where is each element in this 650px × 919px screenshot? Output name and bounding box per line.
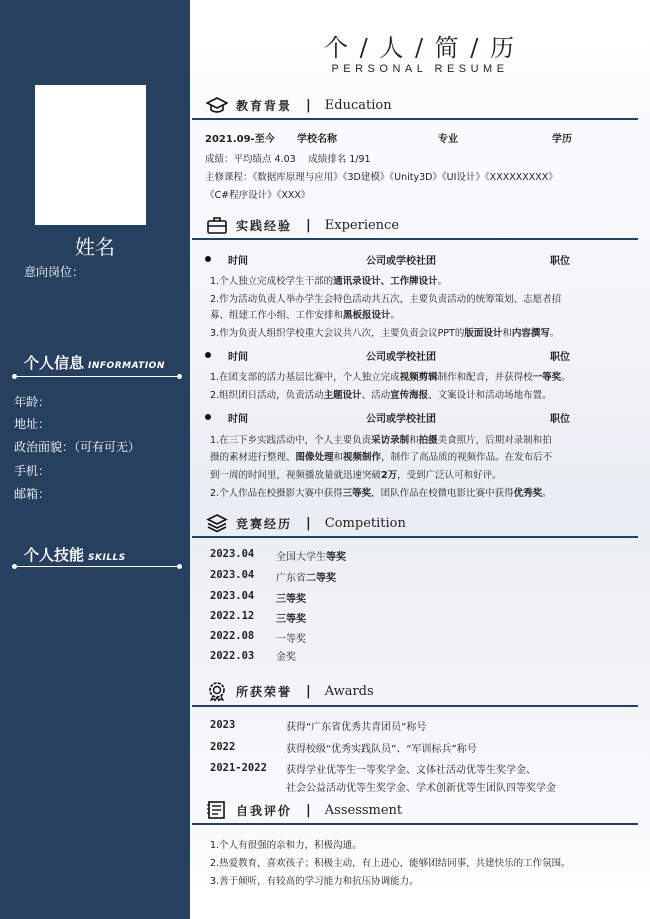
comp-item: 三等奖 xyxy=(276,614,306,625)
info-email: 邮箱： xyxy=(14,487,51,501)
comp-date: 2022.03 xyxy=(210,650,255,662)
graduation-cap-icon xyxy=(206,95,228,115)
competition-heading: 竞赛经历 | Competition xyxy=(206,512,406,534)
comp-item: 广东省二等奖 xyxy=(276,573,336,584)
edu-school: 学校名称 xyxy=(297,134,337,145)
skills-divider xyxy=(14,566,180,567)
exp2-role: 职位 xyxy=(550,352,570,363)
competition-divider xyxy=(192,536,638,538)
education-divider xyxy=(192,118,638,120)
comp-date: 2023.04 xyxy=(210,548,255,560)
candidate-name: 姓名 xyxy=(75,235,115,259)
exp1-line4: 3.作为负责人组织学校重大会议共八次，主要负责会议PPT的版面设计和内容撰写。 xyxy=(210,328,560,339)
assessment-line: 1.个人有很强的亲和力，积极沟通。 xyxy=(210,840,362,851)
sidebar xyxy=(0,0,190,919)
award-item: 获得校级“优秀实践队员”、“军训标兵”称号 xyxy=(286,744,477,755)
award-item-extra: 社会公益活动优等生奖学金、学术创新优等生团队四等奖学金 xyxy=(286,783,556,794)
experience-divider xyxy=(192,238,638,240)
edu-courses-1: 主修课程：《数据库原理与应用》《3D建模》《Unity3D》《UI设计》《XXXXXXXXX》 xyxy=(205,172,558,183)
bullet xyxy=(205,256,211,262)
exp2-org: 公司或学校社团 xyxy=(366,352,436,363)
info-age: 年龄： xyxy=(14,395,51,409)
exp1-line1: 1.个人独立完成校学生干部的通讯录设计、工作牌设计。 xyxy=(210,276,448,287)
edu-degree: 学历 xyxy=(552,134,572,145)
photo-placeholder xyxy=(35,85,146,225)
comp-date: 2023.04 xyxy=(210,569,255,581)
exp3-line3: 到一周的时间里，视频播放量就迅速突破2万，受到广泛认可和好评。 xyxy=(210,470,502,481)
info-heading: 个人信息 INFORMATION xyxy=(24,354,165,372)
exp2-time: 时间 xyxy=(228,352,248,363)
bullet xyxy=(205,352,211,358)
comp-item: 三等奖 xyxy=(276,594,306,605)
comp-date: 2022.12 xyxy=(210,610,255,622)
exp3-line2: 摄的素材进行整理、图像处理和视频制作，制作了高品质的视频作品。在发布后不 xyxy=(210,452,553,463)
page-subtitle: PERSONAL RESUME xyxy=(331,63,509,75)
comp-date: 2022.08 xyxy=(210,630,255,642)
info-address: 地址： xyxy=(14,417,51,431)
exp2-line1: 1.在团支部的活力基层比赛中，个人独立完成视频剪辑制作和配音，并获得校一等奖。 xyxy=(210,372,571,383)
awards-heading: 所获荣誉 | Awards xyxy=(206,680,374,702)
intended-position: 意向岗位： xyxy=(24,265,85,279)
award-item: 获得学业优等生一等奖学金、文体社活动优等生奖学金、 xyxy=(286,765,536,776)
assessment-heading: 自我评价 | Assessment xyxy=(206,799,402,821)
comp-item: 金奖 xyxy=(276,652,296,663)
exp1-org: 公司或学校社团 xyxy=(366,256,436,267)
exp1-role: 职位 xyxy=(550,256,570,267)
award-date: 2022 xyxy=(210,741,236,753)
exp3-time: 时间 xyxy=(228,414,248,425)
award-date: 2021-2022 xyxy=(210,762,267,774)
info-divider xyxy=(14,376,180,377)
exp1-line3: 募、组建工作小组、工作安排和黑板报设计。 xyxy=(210,310,401,321)
edu-major: 专业 xyxy=(438,134,458,145)
exp2-line2: 2.组织团日活动，负责活动主题设计、活动宣传海报、文案设计和活动场地布置。 xyxy=(210,390,552,401)
skills-heading: 个人技能 SKILLS xyxy=(24,546,126,564)
assessment-divider xyxy=(192,823,638,825)
info-political: 政治面貌：（可有可无） xyxy=(14,440,141,454)
assessment-line: 3.善于倾听，有较高的学习能力和抗压协调能力。 xyxy=(210,876,419,887)
exp3-line1: 1.在三下乡实践活动中，个人主要负责采访录制和拍摄美食照片，后期对录制和拍 xyxy=(210,435,552,446)
briefcase-icon xyxy=(206,215,228,235)
assessment-line: 2.热爱教育，喜欢孩子；积极主动，有上进心，能够团结同事，共建快乐的工作氛围。 xyxy=(210,858,571,869)
edu-gpa: 成绩：平均绩点 4.03 成绩排名 1/91 xyxy=(205,154,371,165)
notebook-icon xyxy=(206,800,228,820)
exp3-org: 公司或学校社团 xyxy=(366,414,436,425)
exp3-role: 职位 xyxy=(550,414,570,425)
edu-date: 2021.09-至今 xyxy=(205,134,275,145)
page-title: 个 / 人 / 简 / 历 xyxy=(323,34,517,62)
exp3-line4: 2.个人作品在校摄影大赛中获得三等奖，团队作品在校微电影比赛中获得优秀奖。 xyxy=(210,488,552,499)
comp-item: 一等奖 xyxy=(276,634,306,645)
exp1-time: 时间 xyxy=(228,256,248,267)
exp1-line2: 2.作为活动负责人举办学生会特色活动共五次，主要负责活动的统筹策划、志愿者招 xyxy=(210,294,562,305)
awards-divider xyxy=(192,705,638,707)
info-phone: 手机： xyxy=(14,464,51,478)
education-heading: 教育背景 | Education xyxy=(206,94,392,116)
edu-courses-2: 《C#程序设计》《XXX》 xyxy=(205,190,311,201)
award-date: 2023 xyxy=(210,719,236,731)
comp-date: 2023.04 xyxy=(210,590,255,602)
comp-item: 全国大学生等奖 xyxy=(276,552,346,563)
layers-icon xyxy=(206,513,228,533)
medal-icon xyxy=(206,681,228,701)
award-item: 获得“广东省优秀共青团员”称号 xyxy=(286,722,427,733)
experience-heading: 实践经验 | Experience xyxy=(206,214,399,236)
bullet xyxy=(205,414,211,420)
